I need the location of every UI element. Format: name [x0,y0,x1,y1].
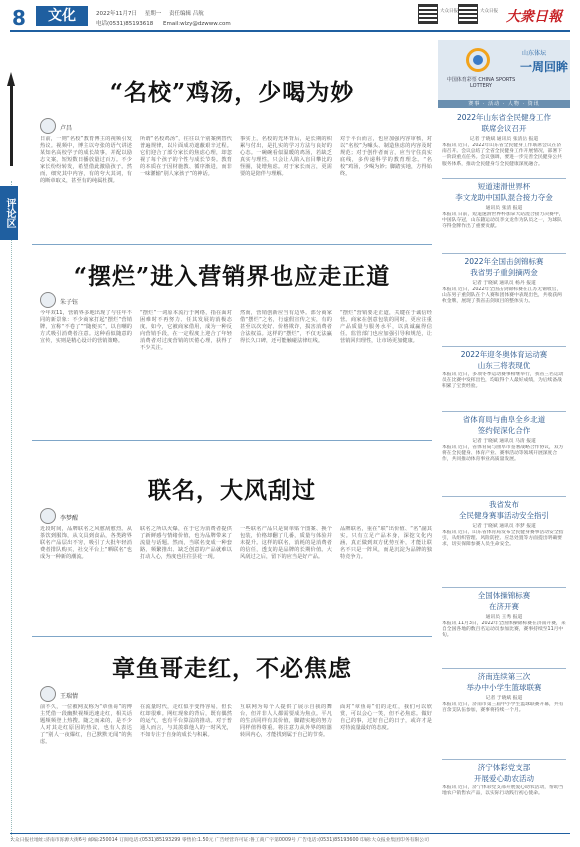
sports-lottery-logo-icon [466,48,490,72]
article-column: 近段时间，品牌联名之风愈刮愈烈。从茶饮到服饰，从文具到食品，各类跨界联名产品层出不穷，吸引了大批年轻消费者排队购买，社交平台上“晒联名”也成为一种新的潮流。 [40,526,132,560]
article-divider [32,636,432,637]
sidebar-header [438,40,570,100]
footer-info: 大众日报社地址:济南市泺源大街6号 邮编:250014 订阅电话:(0531)85193299 零售价:1.50元 广告经营许可证:鲁工商广字第0009号 广告电话:(0531)85193600 印刷:大众报业集团印务有限公司 [10,838,429,843]
news-divider [442,759,566,760]
news-divider [442,178,566,179]
news-title: 2022年迎冬奥体育运动赛 [460,350,548,359]
article-column: 互联网为每个人提供了展示自我的舞台，但并非人人都需要成为焦点。平凡的生活同样有其价值，脚踏实地的努力同样值得尊重。将注意力从外界的喧嚣转回内心，才能找到属于自己的节奏。 [240,704,332,738]
article-column: 在流量时代，走红似乎变得容易，但长红却很难。网红现象的背后，既有偶然的运气，也有平台算法的推动。对于普通人而言，与其羡慕他人的一时风光，不如专注于自身的成长与积累。 [140,704,232,738]
qr-code-icon[interactable] [458,4,478,24]
news-body: 本报讯 11月3日，2022年全国体操锦标赛在济南开赛，来自全国各地的数百名运动员参加比赛，赛事持续至11月中旬。 [442,621,566,639]
news-body: 本报讯 近日，省体育局与曲阜市签署战略合作协议，双方将在全民健身、体育产业、赛事活动等领域开展深度合作，共同推动体育事业高质量发展。 [442,445,564,463]
article-body [40,136,432,236]
news-title: 我省男子重剑摘两金 [470,268,538,277]
author-avatar-icon [40,118,56,134]
header-divider [10,30,570,32]
news-divider [442,346,566,347]
article-body [40,526,432,626]
news-item[interactable] [442,181,566,251]
author-avatar-icon [40,686,56,702]
news-divider [442,411,566,412]
news-item[interactable] [442,499,566,585]
logo-caption: 中国体育彩票 CHINA SPORTS LOTTERY [446,77,516,89]
news-item[interactable] [442,590,566,666]
news-title: 济南连续第三次 [477,672,531,681]
qr-label: 大众日报 [480,9,498,14]
news-body: 本报讯 近日，2022年全国击剑锦标赛在江苏无锡收官，山东男子重剑队在个人赛和团体赛中表现出色，共收获两枚金牌，展现了我省击剑项目的整体实力。 [442,287,562,305]
section-label: 文化 [36,6,88,26]
news-title: 我省发布 [489,500,519,509]
news-divider [442,587,566,588]
commentary-badge: 评论区 [0,186,18,240]
editor-name: 责任编辑 吕航 [169,11,204,17]
article-column: 一些联名产品只是简单贴个图案、换个包装，价格却翻了几番，质量与体验并未提升。这样的联名，消耗的是消费者的信任，透支的是品牌的长期价值。大风刮过之后，留下的应当是好产品。 [240,526,332,560]
news-item[interactable] [442,414,566,494]
left-decoration [0,36,28,826]
article-column: 所谓“名校鸡汤”，往往以个别案例替代普遍规律，以片面成功遮蔽艰辛过程。它们迎合了部分家长的焦虑心理，却忽视了每个孩子的个性与成长节奏。教育的本质在于因材施教、循序渐进，而非一味灌输“别人家孩子”的神话。 [140,136,232,177]
article-author: 王瑞情 [60,693,79,700]
news-title: 联席会议召开 [481,124,527,133]
article-lianming [32,442,432,632]
news-title: 短道速滑世界杯 [477,182,531,191]
news-title: 山东三将表现优 [477,361,531,370]
news-meta: 记者 于晓斌 通讯员 杨丹 报道 [472,281,536,286]
article-bailan [32,246,432,446]
news-meta: 记者 于晓斌 报道 [485,696,523,701]
sidebar-subtitle: 山东体坛 [522,50,547,57]
article-author: 朱子钰 [60,299,79,306]
editor-email: Email:wlzy@dzwww.com [163,21,231,27]
article-column: 然而，营销创新应当有边界。部分商家借“摆烂”之名，行虚假宣传之实，有的甚至以次充好、价格欺诈，损害消费者合法权益。这样的“摆烂”，不仅无法赢得长久口碑，还可能触碰法律红线。 [240,310,332,344]
article-mingxiao [32,40,432,240]
news-item[interactable] [442,112,566,176]
author-avatar-icon [40,508,56,524]
news-divider [442,496,566,497]
news-item[interactable] [442,349,566,409]
dateline [96,9,210,17]
article-zhangyuge [32,638,432,828]
fountain-pen-icon [10,86,13,166]
article-author: 卢昌 [60,125,73,132]
article-title[interactable]: 章鱼哥走红，不必焦虑 [112,655,352,682]
sidebar-banner: 赛事 · 活动 · 人物 · 资讯 [438,100,570,108]
article-column: 今年双11，营销界多地出现了与往年不同的新景象：不少商家打起“摆烂”营销牌，宣称“不卷了”“随便买”，以自嘲的方式吸引消费者注意。这种看似随意的宣传，实则是精心设计的营销策略。 [40,310,132,344]
strip-divider [11,181,12,841]
article-title[interactable]: 联名，大风刮过 [148,477,316,504]
news-meta: 记者 于晓斌 通讯员 李梦 报道 [472,524,536,529]
sidebar-title: 一周回眸 [520,60,569,74]
article-column: 前不久，一位被网友称为“章鱼哥”的博主凭借一段幽默视频迅速走红，相关话题频频登上热搜。随之而来的，是不少人对其走红原因的热议，也有人表达了“别人一夜爆红，自己默默无闻”的焦虑。 [40,704,132,745]
article-divider [32,244,432,245]
news-title: 开展爱心助农活动 [474,774,534,783]
news-body: 本报讯 日前，短道速滑世界杯加拿大站混合接力决赛中，中国队夺冠，山东籍运动员李文龙作为队员之一，为球队夺得金牌作出了重要贡献。 [442,212,564,230]
news-title: 2022年全国击剑锦标赛 [464,257,544,266]
news-divider [442,253,566,254]
news-title: 济宁体彩党支部 [477,763,531,772]
issue-date: 2022年11月7日 [96,11,137,17]
news-title: 李文龙助中国队混合接力夺金 [455,193,553,202]
news-body: 本报讯 近日，济宁体彩党支部开展爱心助农活动，帮助当地农户销售农产品，以实际行动践行初心使命。 [442,785,564,797]
news-meta: 通讯员 王秀 报道 [485,615,523,620]
newspaper-logo: 大衆日報 [506,9,562,25]
article-divider [32,440,432,441]
news-body: 本报讯 近日，2022年山东省全民健身工作联席会议在济南召开。会议总结了全省全民健身工作开展情况，部署下一阶段重点任务。会议强调，要进一步完善全民健身公共服务体系，推动全民健身与全民健康深度融合。 [442,143,562,167]
news-title: 在济开赛 [489,602,519,611]
issue-weekday: 星期一 [144,11,162,17]
news-body: 本报讯 近日，山东省体育局发布全民健身赛事活动安全指引，从组织管理、风险防控、应急处置等方面提出明确要求，切实保障参赛人员生命安全。 [442,530,564,548]
article-column: 日前，一则“名校”教育博主的视频引发热议。视频中，博主以夸张的语气讲述某知名高校学子的成长故事，并配以励志文案，短短数日播放量过百万。不少家长纷纷转发，希望借此激励孩子。然而，细究其中内容，有的夸大其词，有的断章取义，甚至有的纯属杜撰。 [40,136,132,184]
article-column: 品牌联名，重在“联”出价值、“名”副其实。只有立足产品本身，深挖文化内涵，真正做到双方优势互补，才能让联名不只是一阵风，而是沉淀为品牌的独特竞争力。 [340,526,432,560]
news-divider [442,668,566,669]
article-column: “摆烂”营销要走正道，关键在于诚信经营。商家在创意包装的同时，更应注重产品质量与服务水平，以真诚赢得信任。监管部门也应加强引导和规范，让营销回归理性，让市场更加健康。 [340,310,432,344]
news-title: 全国体操锦标赛 [477,591,531,600]
news-title: 举办中小学生篮球联赛 [466,683,542,692]
news-body: 本报讯 近日，济南市第三届中小学生篮球联赛开幕，共有百余支队伍参加，赛事将持续一个月。 [442,702,564,714]
article-column: 面对“章鱼哥”们的走红，我们可以欣赏，可以会心一笑，但不必焦虑。做好自己的事，过好自己的日子，或许才是对待流量最好的态度。 [340,704,432,731]
article-title[interactable]: “摆烂”进入营销界也应走正道 [73,263,391,290]
article-body [40,310,432,436]
article-body [40,704,432,826]
news-meta: 通讯员 张清 报道 [485,206,523,211]
news-title: 省体育局与曲阜全乡北道 [462,415,546,424]
news-title: 签约促深化合作 [477,426,531,435]
qr-code-icon[interactable] [418,4,438,24]
article-column: 对于平台而言，也应加强内容审核，对以“名校”为噱头、制造焦虑的内容及时规范；对于创作者而言，应当守住真实底线，多传递科学的教育理念。“名校”鸡汤，少喝为妙；脚踏实地，方得始终。 [340,136,432,177]
footer-divider [10,833,570,834]
news-item[interactable] [442,762,566,830]
article-author: 李梦醒 [60,515,79,522]
news-body: 本报讯 近日，多项冬季运动赛事相继举行，我省三名运动员在比赛中发挥出色，均取得个人最好成绩，为后续备战积累了宝贵经验。 [442,372,564,390]
news-item[interactable] [442,671,566,757]
page-header [0,0,580,40]
article-column: 联名之所以火爆，在于它为消费者提供了新鲜感与情绪价值，也为品牌带来了流量与话题。然而，当联名变成一种套路，频繁推出、缺乏创意的产品就难以打动人心，热度也往往昙花一现。 [140,526,232,560]
sports-sidebar [438,40,570,832]
contact-line [96,19,239,27]
news-title: 2022年山东省全民健身工作 [456,113,552,122]
article-title[interactable]: “名校”鸡汤，少喝为妙 [109,79,355,106]
article-column: 事实上，名校的光环背后，是长期的积累与付出，是扎实的学习方法与良好的心态。一碗碗看似温暖的鸡汤，若缺乏真实与理性，只会让人陷入盲目攀比的怪圈，徒增焦虑。对于家长而言，更需要的是陪伴与理解。 [240,136,332,177]
news-title: 全民健身赛事活动安全指引 [459,511,549,520]
article-column: “摆烂”一词原本流行于网络，指在面对困难时不再努力、任其发展的消极态度。如今，它被商家借用，成为一种反向营销手段，在一定程度上迎合了年轻消费者对过度营销的厌倦心理，获得了不少关注。 [140,310,232,351]
qr-label: 大众日报 [440,9,458,14]
page-number: 8 [12,6,26,30]
author-avatar-icon [40,292,56,308]
news-meta: 记者 于晓斌 通讯员 马清 报道 [472,439,536,444]
editor-phone: 电话(0531)85193618 [96,21,154,27]
news-item[interactable] [442,256,566,344]
news-meta: 记者 于晓斌 通讯员 张清岳 报道 [469,137,539,142]
